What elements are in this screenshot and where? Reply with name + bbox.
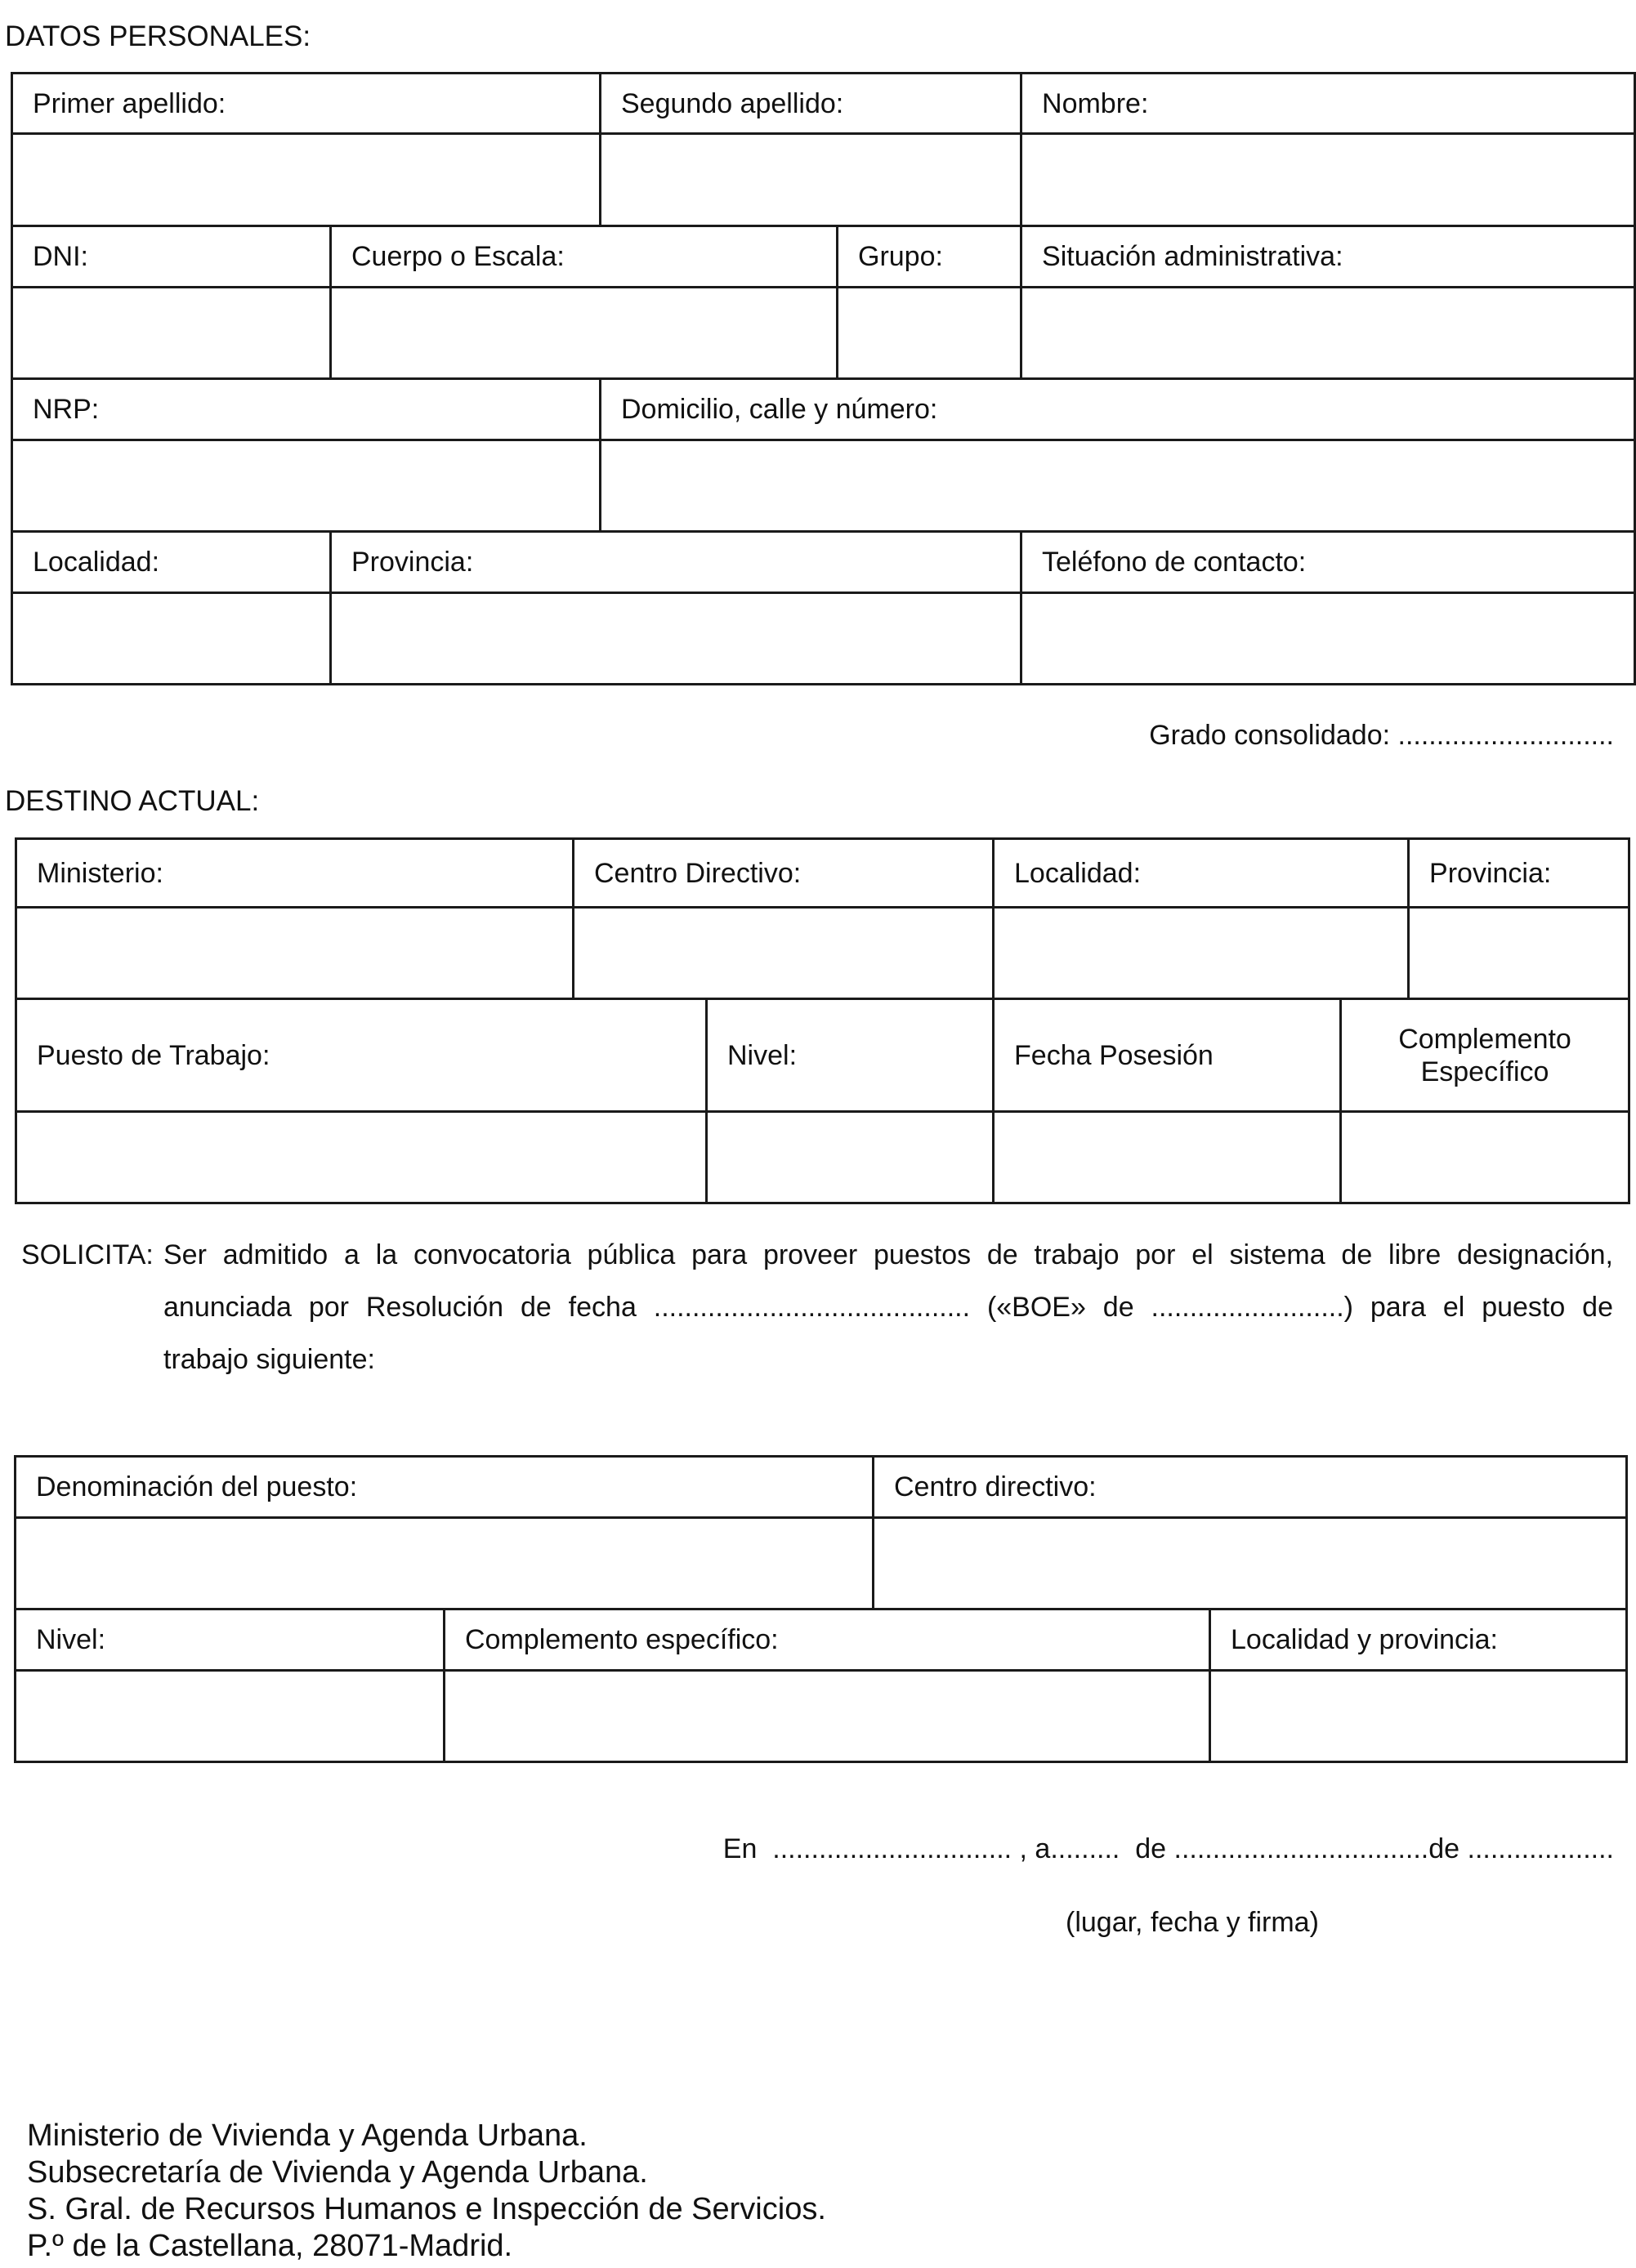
label-complemento-line2: Específico — [1420, 1056, 1549, 1087]
label-puesto-trabajo: Puesto de Trabajo: — [16, 999, 707, 1112]
label-primer-apellido: Primer apellido: — [12, 74, 601, 134]
field-centro-directivo-puesto[interactable] — [874, 1518, 1627, 1609]
field-denominacion-puesto[interactable] — [16, 1518, 874, 1609]
label-nrp: NRP: — [12, 379, 601, 440]
label-denominacion-puesto: Denominación del puesto: — [16, 1457, 874, 1518]
field-segundo-apellido[interactable] — [601, 134, 1021, 226]
label-centro-directivo: Centro Directivo: — [574, 839, 994, 908]
destino-actual-table — [15, 837, 1630, 1204]
label-dni: DNI: — [12, 226, 331, 288]
field-nrp[interactable] — [12, 440, 601, 532]
label-domicilio: Domicilio, calle y número: — [601, 379, 1635, 440]
field-complemento-especifico-puesto[interactable] — [445, 1671, 1210, 1762]
section-title-destino-actual: DESTINO ACTUAL: — [5, 785, 260, 817]
field-provincia-destino[interactable] — [1409, 908, 1629, 999]
label-complemento-especifico-destino — [1341, 999, 1629, 1112]
label-complemento-line1: Complemento — [1398, 1023, 1571, 1055]
field-puesto-trabajo[interactable] — [16, 1112, 707, 1203]
label-nombre: Nombre: — [1021, 74, 1635, 134]
field-nivel-puesto[interactable] — [16, 1671, 445, 1762]
footer-address — [27, 2118, 826, 2265]
label-localidad: Localidad: — [12, 532, 331, 593]
label-cuerpo-escala: Cuerpo o Escala: — [331, 226, 838, 288]
field-grupo[interactable] — [838, 288, 1021, 379]
field-localidad-destino[interactable] — [994, 908, 1409, 999]
firma-caption: (lugar, fecha y firma) — [1066, 1907, 1319, 1938]
field-primer-apellido[interactable] — [12, 134, 601, 226]
field-dni[interactable] — [12, 288, 331, 379]
field-fecha-posesion[interactable] — [994, 1112, 1341, 1203]
label-fecha-posesion: Fecha Posesión — [994, 999, 1341, 1112]
field-complemento-especifico-destino[interactable] — [1341, 1112, 1629, 1203]
puesto-solicitado-table — [14, 1455, 1628, 1763]
field-situacion-administrativa[interactable] — [1021, 288, 1635, 379]
firma-line: En ............................... , a......... de .................................de ................... — [722, 1833, 1614, 1864]
label-complemento-especifico-puesto: Complemento específico: — [445, 1609, 1210, 1671]
label-grupo: Grupo: — [838, 226, 1021, 288]
field-localidad[interactable] — [12, 593, 331, 685]
field-telefono[interactable] — [1021, 593, 1635, 685]
field-centro-directivo[interactable] — [574, 908, 994, 999]
field-cuerpo-escala[interactable] — [331, 288, 838, 379]
field-nombre[interactable] — [1021, 134, 1635, 226]
footer-line-4: P.º de la Castellana, 28071-Madrid. — [27, 2229, 513, 2263]
solicita-line-2: anunciada por Resolución de fecha ......................................... («BOE» de .........................) para el puesto de — [163, 1292, 1613, 1323]
field-domicilio[interactable] — [601, 440, 1635, 532]
field-provincia[interactable] — [331, 593, 1021, 685]
label-centro-directivo-puesto: Centro directivo: — [874, 1457, 1627, 1518]
datos-personales-table — [11, 72, 1636, 685]
label-segundo-apellido: Segundo apellido: — [601, 74, 1021, 134]
label-provincia-destino: Provincia: — [1409, 839, 1629, 908]
solicita-line-1: Ser admitido a la convocatoria pública para proveer puestos de trabajo por el sistema de libre designación, — [163, 1239, 1613, 1270]
footer-line-3: S. Gral. de Recursos Humanos e Inspección de Servicios. — [27, 2192, 826, 2226]
footer-line-1: Ministerio de Vivienda y Agenda Urbana. — [27, 2118, 588, 2153]
label-situacion-administrativa: Situación administrativa: — [1021, 226, 1635, 288]
section-title-datos-personales: DATOS PERSONALES: — [5, 20, 311, 52]
label-nivel-puesto: Nivel: — [16, 1609, 445, 1671]
solicita-line-3: trabajo siguiente: — [163, 1344, 375, 1375]
label-localidad-destino: Localidad: — [994, 839, 1409, 908]
field-localidad-provincia[interactable] — [1210, 1671, 1627, 1762]
field-nivel-destino[interactable] — [707, 1112, 994, 1203]
label-telefono: Teléfono de contacto: — [1021, 532, 1635, 593]
label-provincia: Provincia: — [331, 532, 1021, 593]
field-ministerio[interactable] — [16, 908, 574, 999]
footer-line-2: Subsecretaría de Vivienda y Agenda Urbana. — [27, 2155, 648, 2190]
label-ministerio: Ministerio: — [16, 839, 574, 908]
grado-consolidado: Grado consolidado: ............................ — [1149, 720, 1614, 751]
solicita-label: SOLICITA: — [21, 1239, 154, 1270]
solicita-paragraph — [21, 1229, 1613, 1386]
label-nivel-destino: Nivel: — [707, 999, 994, 1112]
label-localidad-provincia: Localidad y provincia: — [1210, 1609, 1627, 1671]
